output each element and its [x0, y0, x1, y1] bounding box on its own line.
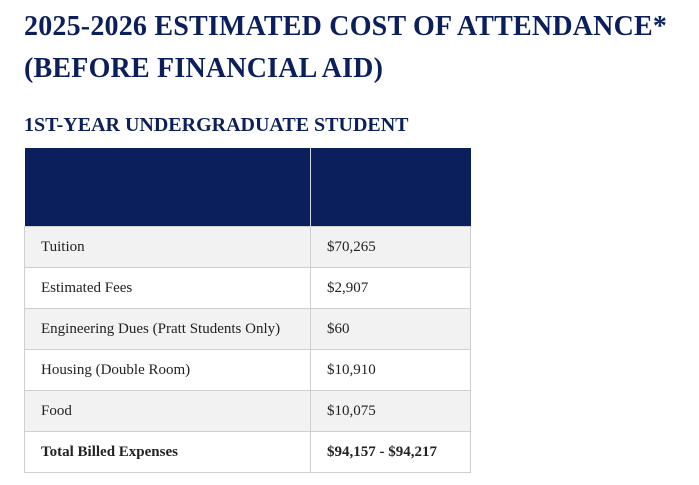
table-row-total [25, 432, 471, 473]
table-row-engineering-dues [25, 309, 471, 350]
table-row-tuition [25, 227, 471, 268]
table-row-housing [25, 350, 471, 391]
row-value: $94,157 - $94,217 [311, 432, 471, 473]
page-title-line-1: 2025-2026 ESTIMATED COST OF ATTENDANCE* [24, 11, 668, 42]
table-row-food [25, 391, 471, 432]
row-label: Total Billed Expenses [25, 432, 311, 473]
row-label: Engineering Dues (Pratt Students Only) [25, 309, 311, 350]
header-cell-expense [25, 148, 311, 227]
row-label: Tuition [25, 227, 311, 268]
section-title: 1ST-YEAR UNDERGRADUATE STUDENT [24, 114, 409, 136]
table-header-row [25, 148, 471, 227]
table-body [25, 227, 471, 473]
row-value: $2,907 [311, 268, 471, 309]
row-value: $60 [311, 309, 471, 350]
table-header [25, 148, 471, 227]
page-title-line-2: (BEFORE FINANCIAL AID) [24, 53, 384, 84]
row-value: $10,910 [311, 350, 471, 391]
header-cell-amount [311, 148, 471, 227]
page-title [24, 6, 694, 90]
row-label: Estimated Fees [25, 268, 311, 309]
table-row-estimated-fees [25, 268, 471, 309]
row-label: Housing (Double Room) [25, 350, 311, 391]
row-value: $10,075 [311, 391, 471, 432]
row-label: Food [25, 391, 311, 432]
row-value: $70,265 [311, 227, 471, 268]
cost-of-attendance-table [24, 148, 471, 473]
